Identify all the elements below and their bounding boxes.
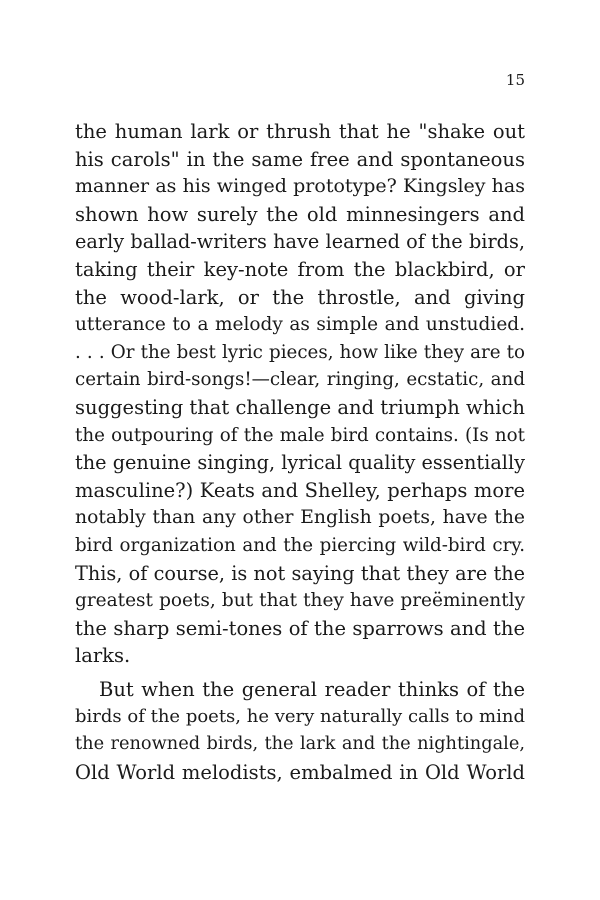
text-line: the wood-lark, or the throstle, and giving xyxy=(75,285,525,309)
paragraph-2 xyxy=(75,676,525,786)
text-line: This, of course, is not saying that they are the xyxy=(75,561,525,585)
text-line: the human lark or thrush that he "shake out xyxy=(75,120,525,143)
text-line: the sharp semi-tones of the sparrows and the xyxy=(75,616,525,640)
text-line: his carols" in the same free and spontaneous xyxy=(75,147,525,171)
text-line: Old World melodists, embalmed in Old World xyxy=(75,760,525,784)
body-text xyxy=(75,118,525,786)
text-line: suggesting that challenge and triumph which xyxy=(75,395,525,419)
text-line: taking their key-note from the blackbird, or xyxy=(75,257,525,281)
text-line: the outpouring of the male bird contains. (Is not xyxy=(75,424,525,446)
text-line: notably than any other English poets, have the xyxy=(75,507,525,529)
page-number: 15 xyxy=(505,71,525,89)
text-line: early ballad-writers have learned of the birds, xyxy=(75,230,525,254)
text-line: larks. xyxy=(75,644,131,668)
text-line: greatest poets, but that they have preëminently xyxy=(75,590,525,612)
text-line: manner as his winged prototype? Kingsley has xyxy=(75,175,525,198)
text-line: the genuine singing, lyrical quality essentially xyxy=(75,451,525,475)
paragraph-1 xyxy=(75,118,525,670)
text-line: the renowned birds, the lark and the nightingale, xyxy=(75,734,525,755)
text-line: utterance to a melody as simple and unstudied. xyxy=(75,314,525,336)
text-line: But when the general reader thinks of the xyxy=(99,677,525,701)
text-line: shown how surely the old minnesingers and xyxy=(75,202,525,226)
text-line: birds of the poets, he very naturally calls to mind xyxy=(75,706,525,728)
text-line: masculine?) Keats and Shelley, perhaps more xyxy=(75,478,525,502)
text-line: certain bird-songs!—clear, ringing, ecstatic, and xyxy=(75,369,525,391)
text-line: . . . Or the best lyric pieces, how like they are to xyxy=(75,341,525,363)
text-line: bird organization and the piercing wild-bird cry. xyxy=(75,534,525,556)
